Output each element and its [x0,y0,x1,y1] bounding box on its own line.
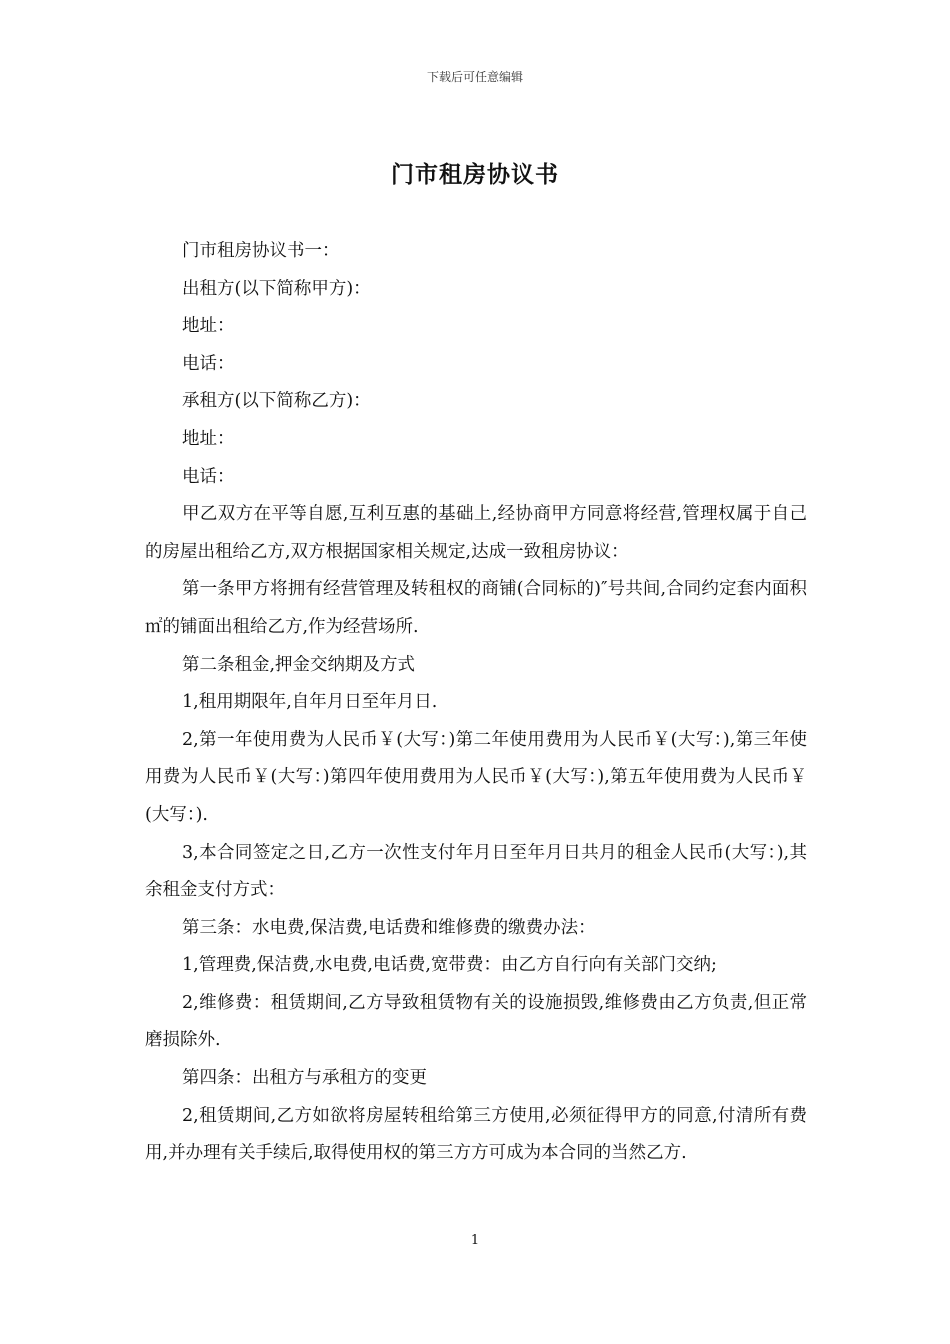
document-body [145,233,807,1173]
paragraph: 第四条：出租方与承租方的变更 [182,1068,427,1089]
paragraph: 地址： [182,428,235,449]
header-note: 下载后可任意编辑 [426,70,523,84]
paragraph: 3,本合同签定之日,乙方一次性支付年月日至年月日共月的租金人民币(大写：),其余租金支付方式： [145,842,807,901]
paragraph: 1,管理费,保洁费,水电费,电话费,宽带费：由乙方自行向有关部门交纳; [182,955,717,976]
paragraph: 门市租房协议书一： [182,241,340,261]
paragraph: 第一条甲方将拥有经营管理及转租权的商铺(合同标的)″号共间,合同约定套内面积㎡的铺面出租给乙方,作为经营场所. [145,579,807,637]
paragraph: 出租方(以下简称甲方)： [182,278,371,299]
paragraph: 地址： [182,316,235,337]
page-number: 1 [470,1233,480,1248]
paragraph: 2,租赁期间,乙方如欲将房屋转租给第三方使用,必须征得甲方的同意,付清所有费用,并办理有关手续后,取得使用权的第三方方可成为本合同的当然乙方. [145,1105,807,1164]
document-title: 门市租房协议书 [391,161,559,188]
paragraph: 2,维修费：租赁期间,乙方导致租赁物有关的设施损毁,维修费由乙方负责,但正常磨损除外. [145,992,807,1051]
paragraph: 第三条：水电费,保洁费,电话费和维修费的缴费办法： [182,917,596,938]
paragraph: 1,租用期限年,自年月日至年月日. [182,692,438,713]
paragraph: 2,第一年使用费为人民币￥(大写：)第二年使用费用为人民币￥(大写：),第三年使用费为人民币￥(大写：)第四年使用费用为人民币￥(大写：),第五年使用费为人民币￥(大写：). [145,729,807,825]
paragraph: 甲乙双方在平等自愿,互利互惠的基础上,经协商甲方同意将经营,管理权属于自己的房屋出租给乙方,双方根据国家相关规定,达成一致租房协议： [145,504,807,562]
paragraph: 第二条租金,押金交纳期及方式 [182,654,416,675]
paragraph: 电话： [182,466,235,487]
paragraph: 承租方(以下简称乙方)： [182,391,371,412]
paragraph: 电话： [182,353,235,374]
